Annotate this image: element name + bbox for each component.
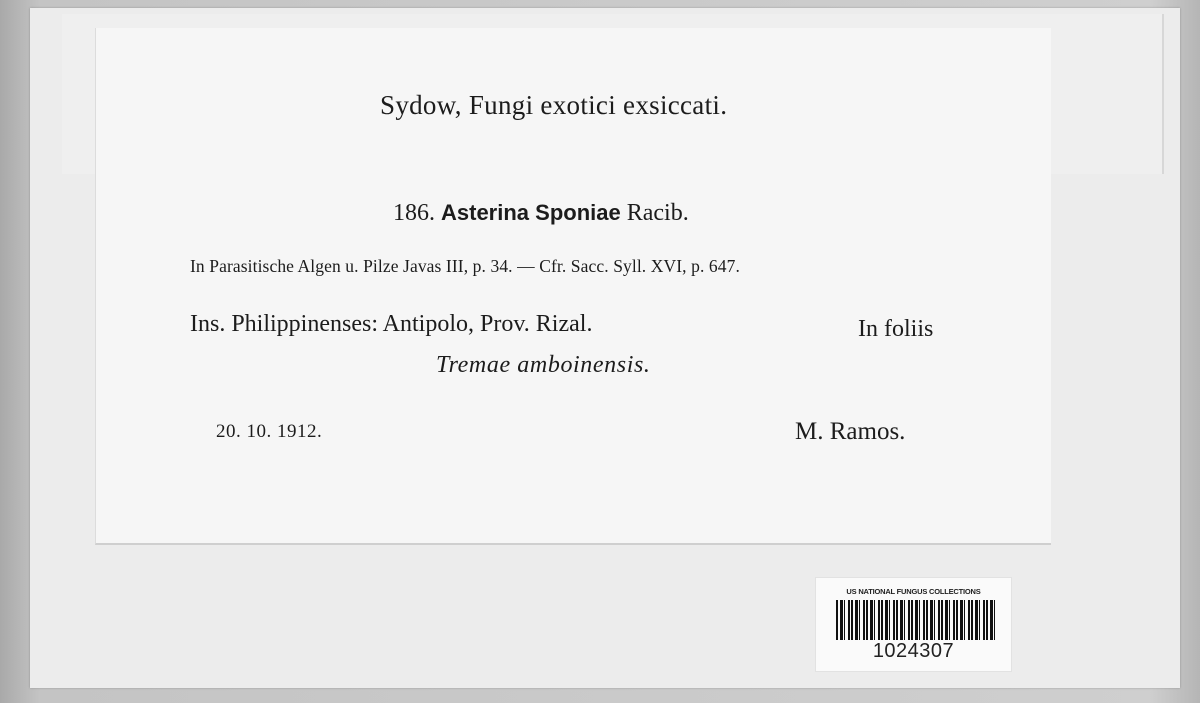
species-line <box>393 200 689 227</box>
collection-date: 20. 10. 1912. <box>216 421 323 442</box>
host-line-1: In foliis <box>858 316 934 342</box>
species-name: Asterina Sponiae <box>441 200 621 225</box>
barcode-title: US NATIONAL FUNGUS COLLECTIONS <box>846 587 981 596</box>
host-line-2: Tremae amboinensis. <box>436 352 651 378</box>
collector: M. Ramos. <box>795 418 906 445</box>
species-number: 186. <box>393 200 435 226</box>
literature-reference: In Parasitische Algen u. Pilze Javas III, p. 34. — Cfr. Sacc. Syll. XVI, p. 647. <box>190 256 740 276</box>
locality: Ins. Philippinenses: Antipolo, Prov. Rizal. <box>190 311 593 337</box>
barcode-label <box>815 577 1012 672</box>
label-heading: Sydow, Fungi exotici exsiccati. <box>380 90 728 120</box>
barcode-icon <box>836 600 996 640</box>
species-author: Racib. <box>626 200 689 226</box>
barcode-number: 1024307 <box>872 640 955 662</box>
